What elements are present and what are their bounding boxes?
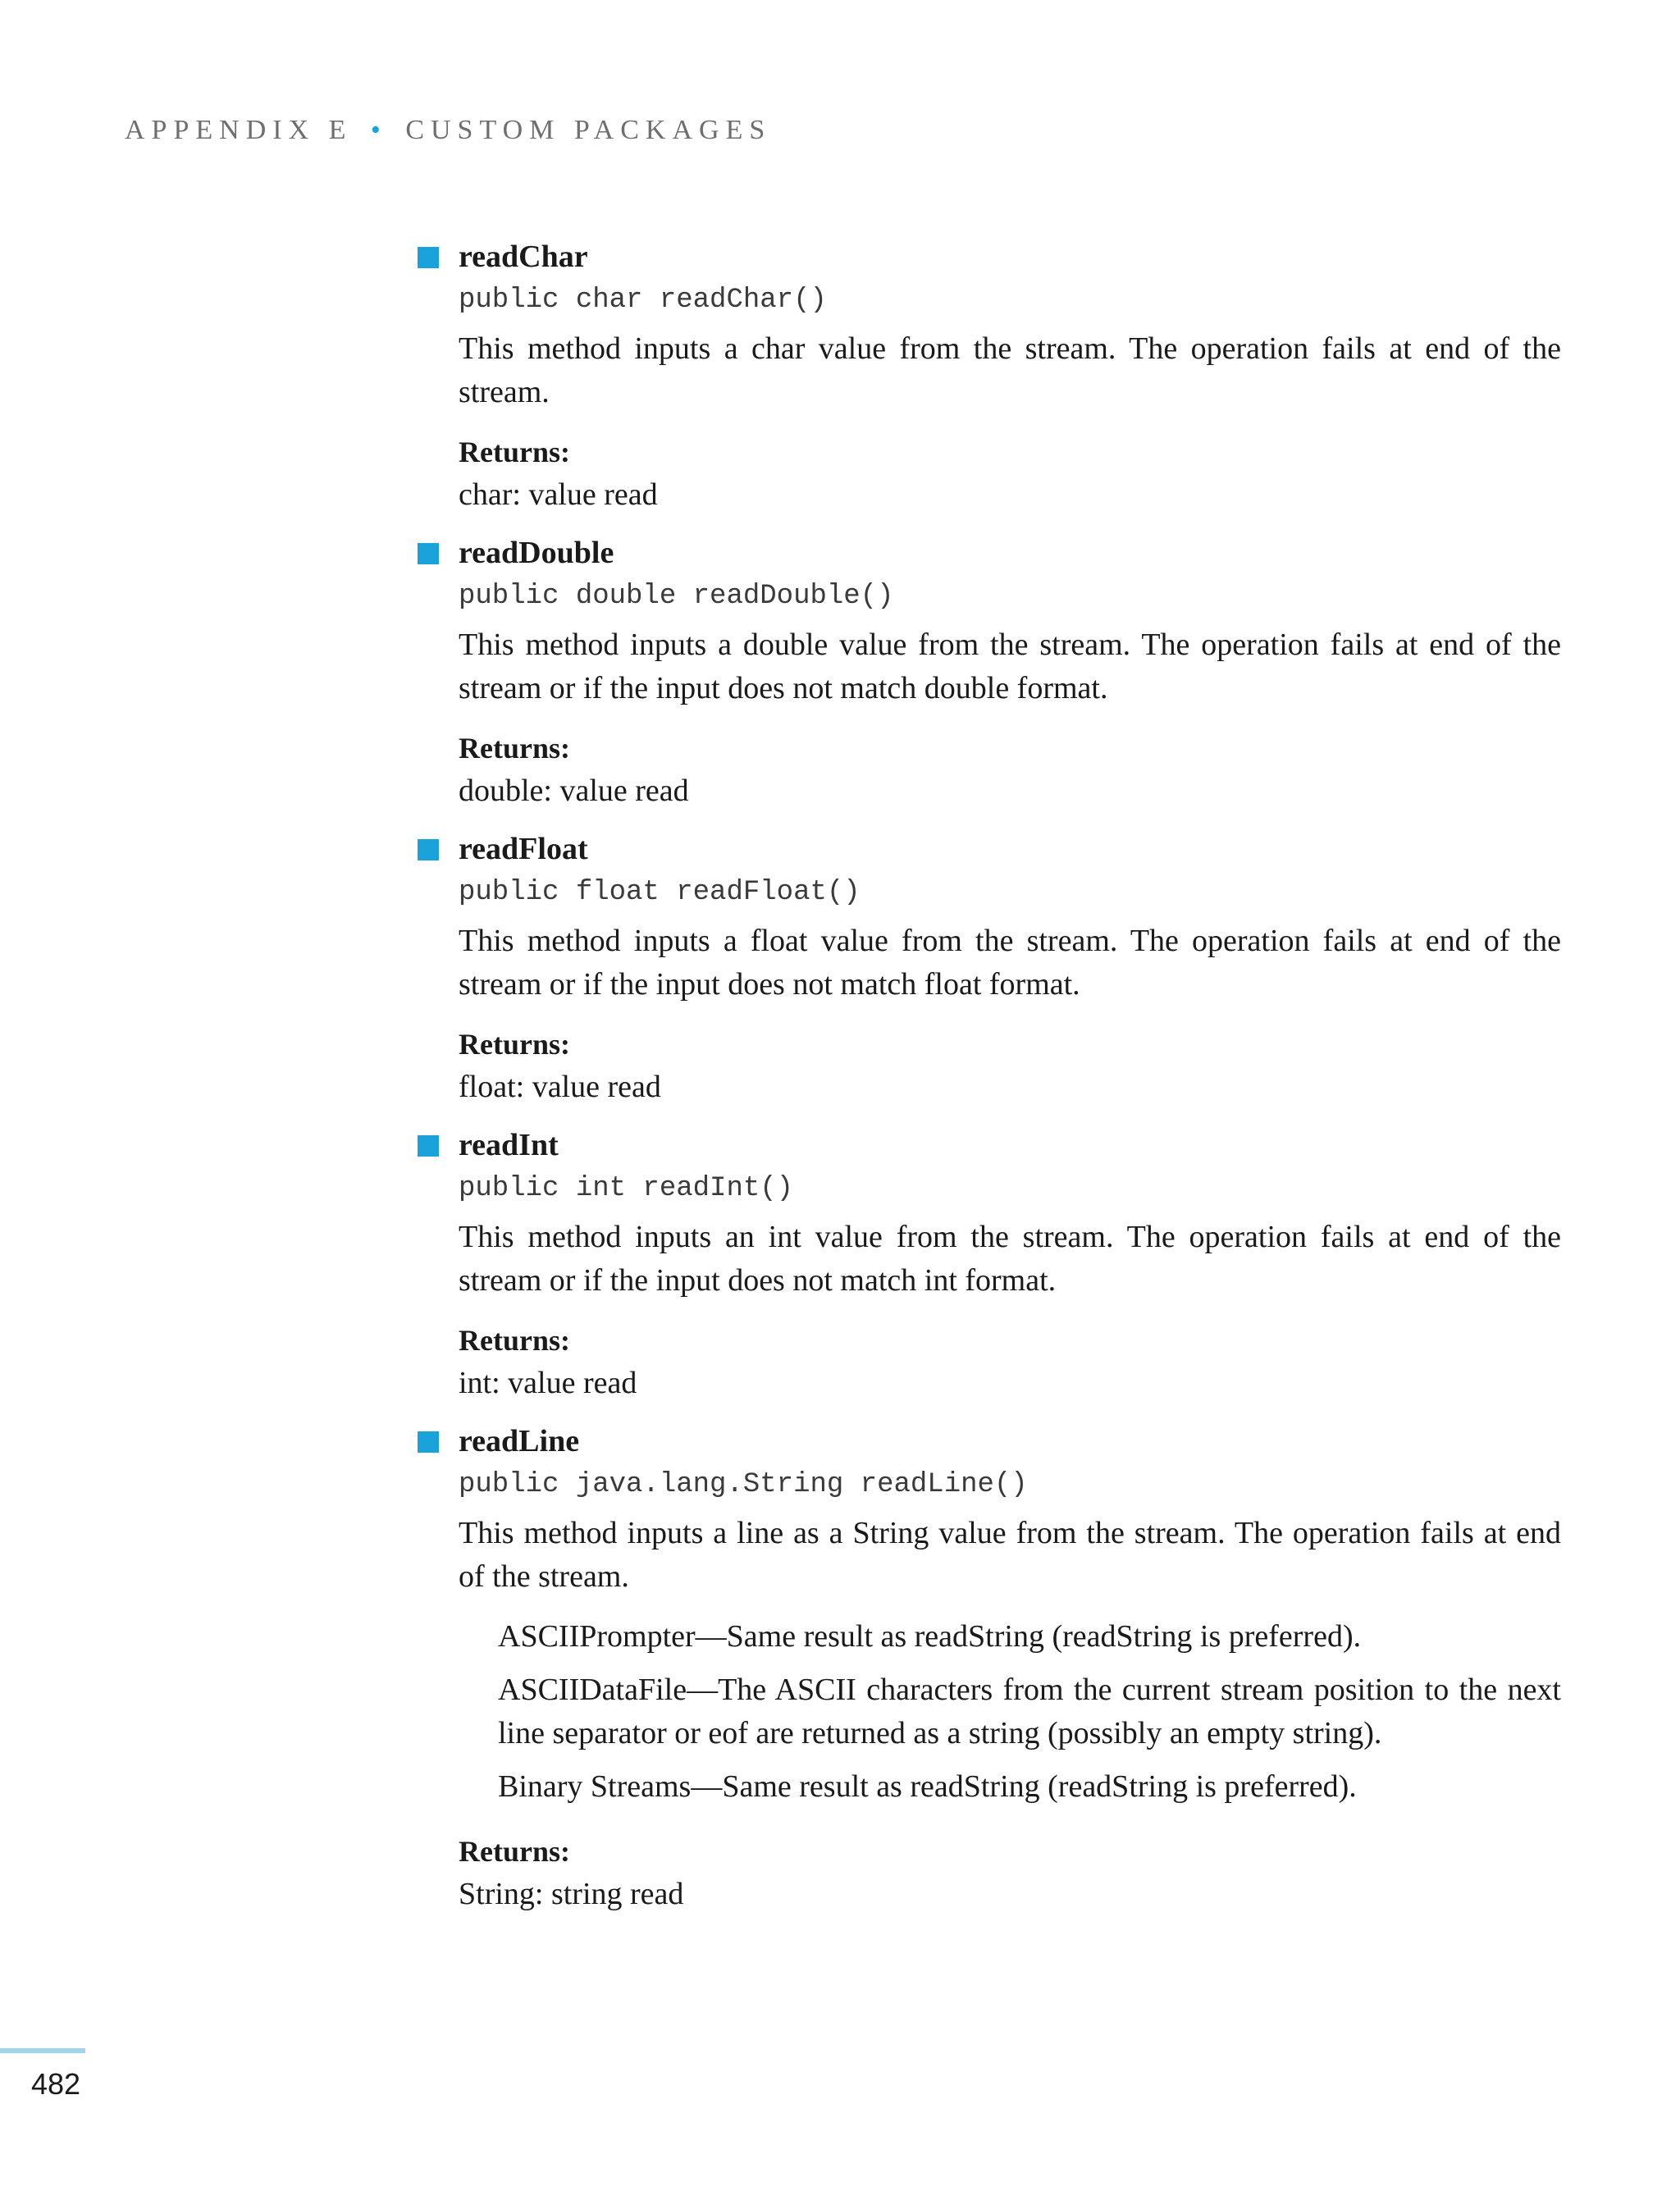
method-description: This method inputs a double value from the stream. The operation fails at end of the stream or if the input does not match double format. xyxy=(459,628,1561,705)
method-name: readDouble xyxy=(459,536,614,570)
returns-value: double: value read xyxy=(459,774,689,808)
method-name: readLine xyxy=(459,1424,580,1458)
method-description: This method inputs an int value from the stream. The operation fails at end of the stream or if the input does not match int format. xyxy=(459,1220,1561,1298)
returns-value: String: string read xyxy=(459,1877,684,1911)
returns-value: float: value read xyxy=(459,1070,661,1104)
method-entry-readchar xyxy=(418,235,1561,517)
method-signature: public double readDouble() xyxy=(459,581,894,612)
method-entry-readline xyxy=(418,1420,1561,1916)
square-bullet-icon xyxy=(418,839,439,860)
method-title xyxy=(418,1124,1561,1166)
stream-notes xyxy=(418,1615,1561,1809)
method-signature: public float readFloat() xyxy=(459,877,861,908)
method-description: This method inputs a float value from the stream. The operation fails at end of the stream or if the input does not match float format. xyxy=(459,924,1561,1002)
method-name: readFloat xyxy=(459,832,588,866)
returns-value: char: value read xyxy=(459,477,658,512)
method-entry-readdouble xyxy=(418,532,1561,813)
running-head xyxy=(125,115,771,146)
method-description: This method inputs a line as a String value from the stream. The operation fails at end of the stream. xyxy=(459,1516,1561,1594)
returns-label: Returns: xyxy=(459,732,570,764)
returns-label: Returns: xyxy=(459,1835,570,1868)
returns-label: Returns: xyxy=(459,1028,570,1061)
square-bullet-icon xyxy=(418,543,439,564)
square-bullet-icon xyxy=(418,247,439,268)
method-name: readInt xyxy=(459,1128,559,1162)
method-title xyxy=(418,235,1561,278)
method-description: This method inputs a char value from the stream. The operation fails at end of the stream. xyxy=(459,331,1561,409)
note-ascii-prompter: ASCIIPrompter—Same result as readString (readString is preferred). xyxy=(498,1619,1362,1654)
method-title xyxy=(418,532,1561,574)
returns-label: Returns: xyxy=(459,1324,570,1357)
appendix-label: APPENDIX E xyxy=(125,115,353,145)
method-signature: public java.lang.String readLine() xyxy=(459,1469,1028,1500)
method-entry-readint xyxy=(418,1124,1561,1405)
method-title xyxy=(418,828,1561,870)
returns-value: int: value read xyxy=(459,1366,637,1400)
square-bullet-icon xyxy=(418,1431,439,1453)
header-separator: • xyxy=(370,115,387,145)
page-number-rule xyxy=(0,2048,85,2053)
method-signature: public int readInt() xyxy=(459,1173,794,1204)
method-title xyxy=(418,1420,1561,1463)
returns-label: Returns: xyxy=(459,436,570,468)
method-name: readChar xyxy=(459,240,588,274)
note-binary-streams: Binary Streams—Same result as readString (readString is preferred). xyxy=(498,1769,1357,1804)
section-title: CUSTOM PACKAGES xyxy=(405,115,772,145)
method-entry-readfloat xyxy=(418,828,1561,1109)
note-ascii-datafile: ASCIIDataFile—The ASCII characters from the current stream position to the next line separator or eof are returned as a string (possibly an empty string). xyxy=(498,1673,1561,1750)
square-bullet-icon xyxy=(418,1135,439,1157)
method-list xyxy=(418,235,1561,1931)
method-signature: public char readChar() xyxy=(459,285,827,316)
page-number: 482 xyxy=(31,2067,81,2101)
